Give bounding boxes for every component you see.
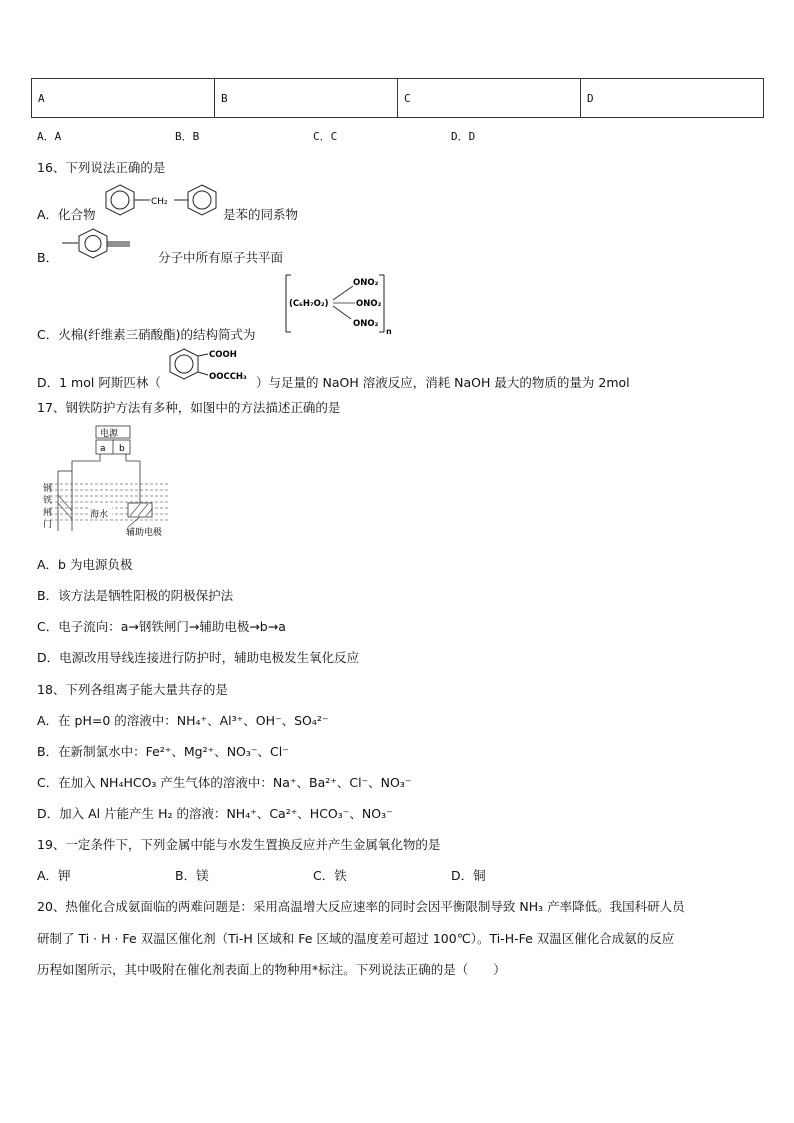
q17-option-a: A．b 为电源负极 — [37, 557, 133, 572]
terminal-b-label: b — [119, 444, 125, 454]
ono2-label-1: ONO₂ — [353, 278, 379, 288]
methylphenylacetylene-structure — [60, 226, 155, 262]
q17-option-c: C．电子流向：a→钢铁闸门→辅助电极→b→a — [37, 619, 286, 634]
polymer-n-label: n — [386, 327, 392, 336]
q17-option-b: B．该方法是牺牲阳极的阴极保护法 — [37, 588, 234, 603]
seawater-label: 海水 — [90, 510, 109, 520]
q19-option-d: D．铜 — [451, 868, 486, 883]
option-table — [31, 78, 764, 118]
q19-stem: 19、一定条件下，下列金属中能与水发生置换反应并产生金属氧化物的是 — [37, 837, 441, 852]
ono2-label-3: ONO₂ — [353, 319, 379, 329]
q18-stem: 18、下列各组离子能大量共存的是 — [37, 682, 228, 697]
aspirin-structure — [164, 345, 259, 387]
table-cell-b: B — [215, 79, 398, 118]
diphenylmethane-structure — [100, 180, 225, 220]
ester-label: OOCCH₃ — [209, 372, 247, 382]
q15-option-a: A．A — [37, 130, 62, 143]
terminal-a-label: a — [100, 444, 106, 454]
q19-option-c: C．铁 — [313, 868, 347, 883]
q20-line-3: 历程如图所示，其中吸附在催化剂表面上的物种用*标注。下列说法正确的是（ ） — [37, 962, 506, 977]
q16-option-d-suffix: ）与足量的 NaOH 溶液反应，消耗 NaOH 最大的物质的量为 2mol — [256, 375, 630, 390]
gate-char-2: 铁 — [43, 496, 53, 506]
q15-option-c: C．C — [313, 130, 338, 143]
gate-char-1: 钢 — [43, 484, 53, 494]
q18-option-a: A．在 pH=0 的溶液中：NH₄⁺、Al³⁺、OH⁻、SO₄²⁻ — [37, 713, 329, 728]
table-cell-a: A — [32, 79, 215, 118]
q17-stem: 17、钢铁防护方法有多种，如图中的方法描述正确的是 — [37, 400, 341, 415]
table-cell-d: D — [581, 79, 764, 118]
ono2-label-2: ONO₂ — [356, 299, 382, 309]
q20-line-1: 20、热催化合成氨面临的两难问题是：采用高温增大反应速率的同时会因平衡限制导致 NH₃ 产率降低。我国科研人员 — [37, 899, 685, 914]
cellulose-trinitrate-structure — [283, 272, 393, 338]
q16-option-d-prefix: D．1 mol 阿斯匹林（ — [37, 375, 161, 390]
q19-option-b: B．镁 — [175, 868, 209, 883]
q16-option-b-prefix: B． — [37, 250, 59, 265]
q16-option-c-text: C．火棉(纤维素三硝酸酯)的结构简式为 — [37, 327, 256, 342]
q18-option-b: B．在新制氯水中：Fe²⁺、Mg²⁺、NO₃⁻、Cl⁻ — [37, 744, 289, 759]
q15-option-d: D．D — [451, 130, 476, 143]
q16-option-b-suffix: 分子中所有原子共平面 — [158, 250, 284, 265]
gate-char-4: 门 — [43, 520, 53, 530]
q17-option-d: D．电源改用导线连接进行防护时，辅助电极发生氧化反应 — [37, 650, 360, 665]
q18-option-c: C．在加入 NH₄HCO₃ 产生气体的溶液中：Na⁺、Ba²⁺、Cl⁻、NO₃⁻ — [37, 775, 412, 790]
power-source-label: 电源 — [100, 429, 119, 439]
cathodic-protection-diagram — [40, 423, 175, 538]
q19-option-a: A．钾 — [37, 868, 71, 883]
aux-electrode-label: 辅助电极 — [126, 528, 163, 538]
q16-option-a-suffix: 是苯的同系物 — [223, 207, 299, 222]
q18-option-d: D．加入 Al 片能产生 H₂ 的溶液：NH₄⁺、Ca²⁺、HCO₃⁻、NO₃⁻ — [37, 806, 393, 821]
q20-line-2: 研制了 Ti · H · Fe 双温区催化剂（Ti-H 区域和 Fe 区域的温度差可超过 100℃）。Ti-H-Fe 双温区催化合成氨的反应 — [37, 931, 675, 946]
q16-stem: 16、下列说法正确的是 — [37, 160, 166, 175]
cooh-label: COOH — [209, 350, 237, 360]
ch2-label: CH₂ — [151, 197, 168, 207]
q15-option-b: B．B — [175, 130, 200, 143]
gate-char-3: 闸 — [43, 508, 53, 518]
table-cell-c: C — [398, 79, 581, 118]
q16-option-a-prefix: A．化合物 — [37, 207, 96, 222]
formula-label: (C₆H₇O₂) — [289, 299, 329, 309]
